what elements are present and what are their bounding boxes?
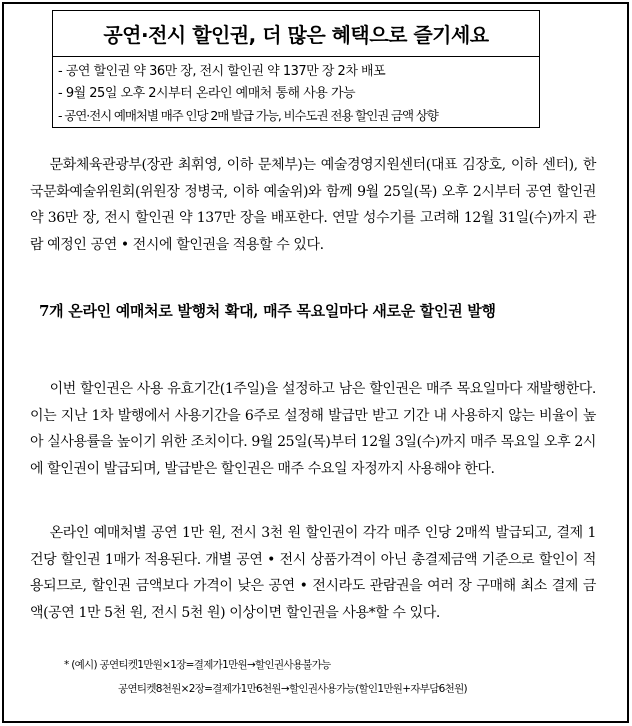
summary-item: - 9월 25일 오후 2시부터 온라인 예매처 통해 사용 가능 (58, 86, 356, 101)
summary-item: - 공연 할인권 약 36만 장, 전시 할인권 약 137만 장 2차 배포 (58, 64, 386, 79)
body-section-1 (30, 152, 596, 258)
footnote-example-2: 공연티켓8천원×2장=결제가1만6천원→할인권사용가능(할인1만원+자부담6천원) (118, 683, 467, 695)
section-subheading: 7개 온라인 예매처로 발행처 확대, 매주 목요일마다 새로운 할인권 발행 (39, 302, 496, 320)
paragraph-usage: 온라인 예매처별 공연 1만 원, 전시 3천 원 할인권이 각각 매주 인당 2매씩 발급되고, 결제 1건당 할인권 1매가 적용된다. 개별 공연 • 전시 상품가격이 아닌 총결제금액 기준으로 할인이 적용되므로, 할인권 금액보다 가격이 낮은 공연 • 전시라도 관람권을 여러 장 구매해 최소 결제 금액(공연 1만 5천 원, 전시 5천 원) 이상이면 할인권을 사용*할 수 있다. (30, 525, 596, 621)
body-section-3 (30, 376, 596, 482)
summary-list (53, 57, 539, 127)
headline-box (52, 10, 540, 128)
summary-item: - 공연·전시 예매처별 매주 인당 2매 발급 가능, 비수도권 전용 할인권 금액 상향 (58, 108, 438, 123)
headline-title: 공연·전시 할인권, 더 많은 혜택으로 즐기세요 (53, 11, 539, 57)
body-section-4 (30, 520, 596, 626)
paragraph-intro: 문화체육관광부(장관 최휘영, 이하 문체부)는 예술경영지원센터(대표 김장호, 이하 센터), 한국문화예술위원회(위원장 정병국, 이하 예술위)와 함께 9월 25일(목) 오후 2시부터 공연 할인권 약 36만 장, 전시 할인권 약 137만 장을 배포한다. 연말 성수기를 고려해 12월 31일(수)까지 관람 예정인 공연 • 전시에 할인권을 적용할 수 있다. (30, 157, 596, 253)
footnote-example-1: * (예시) 공연티켓1만원×1장=결제가1만원→할인권사용불가능 (64, 659, 331, 671)
body-section-2 (30, 298, 596, 325)
paragraph-validity: 이번 할인권은 사용 유효기간(1주일)을 설정하고 남은 할인권은 매주 목요일마다 재발행한다. 이는 지난 1차 발행에서 사용기간을 6주로 설정해 발급만 받고 기간 내 사용하지 않는 비율이 높아 실사용률을 높이기 위한 조치이다. 9월 25일(목)부터 12월 3일(수)까지 매주 목요일 오후 2시에 할인권이 발급되며, 발급받은 할인권은 매주 수요일 자정까지 사용해야 한다. (30, 381, 596, 477)
